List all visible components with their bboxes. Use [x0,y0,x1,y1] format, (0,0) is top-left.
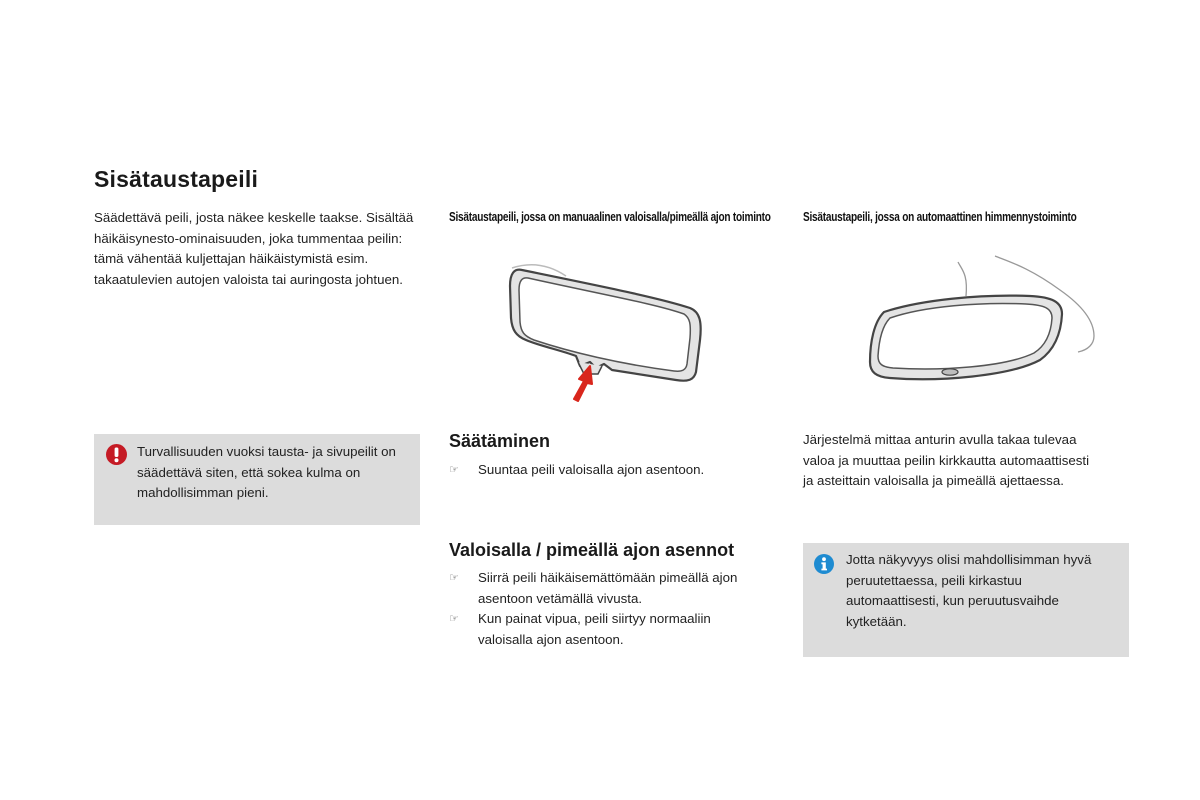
pointing-hand-icon: ☞ [449,613,459,625]
page-title: Sisätaustapeili [94,166,259,192]
list-item [449,609,769,650]
info-icon [814,554,834,574]
intro-paragraph: Säädettävä peili, josta näkee keskelle taakse. Sisältää häikäisynesto-ominaisuuden, joka tummentaa peilin: tämä vähentää kuljettajan häikäistymistä esim. takaatulevien autojen valoista tai auringosta johtuen. [94,210,414,287]
day-night-heading: Valoisalla / pimeällä ajon asennot [449,540,735,560]
auto-mirror-caption: Sisätaustapeili, jossa on automaattinen himmennystoiminto [803,210,1077,224]
manual-mirror-drawing [510,265,701,381]
info-box [803,543,1129,657]
adjustment-list [449,460,769,481]
list-item-text: Kun painat vipua, peili siirtyy normaaliin valoisalla ajon asentoon. [478,611,711,647]
list-item-text: Siirrä peili häikäisemättömään pimeällä ajon asentoon vetämällä vivusta. [478,570,738,606]
exclamation-icon [106,444,127,465]
red-arrow-icon [574,366,592,401]
list-item-text: Suuntaa peili valoisalla ajon asentoon. [478,462,705,477]
adjustment-heading: Säätäminen [449,431,551,451]
auto-mirror-description: Järjestelmä mittaa anturin avulla takaa tulevaa valoa ja muuttaa peilin kirkkautta automaattisesti ja asteittain valoisalla ja pimeällä ajettaessa. [803,432,1090,488]
manual-mirror-caption: Sisätaustapeili, jossa on manuaalinen valoisalla/pimeällä ajon toiminto [449,210,771,224]
list-item [449,568,769,609]
pointing-hand-icon: ☞ [449,464,459,476]
day-night-list [449,568,769,650]
info-text: Jotta näkyvyys olisi mahdollisimman hyvä peruutettaessa, peili kirkastuu automaattisesti, kun peruutusvaihde kytketään. [846,552,1092,629]
list-item [449,460,769,481]
auto-mirror-drawing [870,256,1094,379]
warning-box [94,434,420,525]
pointing-hand-icon: ☞ [449,572,459,584]
warning-text: Turvallisuuden vuoksi tausta- ja sivupeilit on säädettävä siten, että sokea kulma on mahdollisimman pieni. [137,444,396,500]
